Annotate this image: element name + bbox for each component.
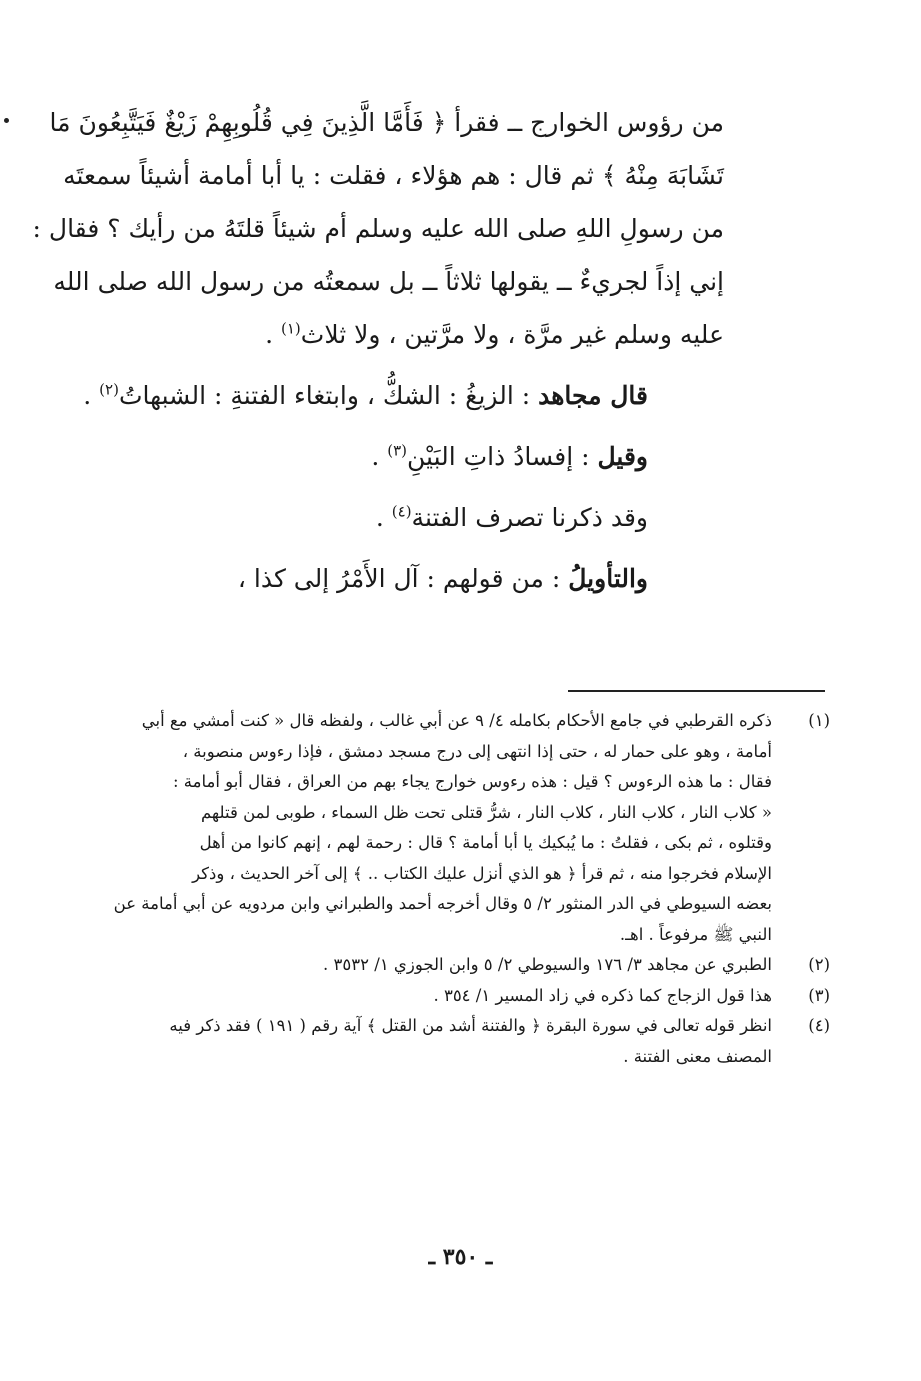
footnote-number: (٤) — [808, 1016, 830, 1035]
footnotes — [88, 706, 830, 1072]
text-line: تَشَابَهَ مِنْهُ ﴾ ثم قال : هم هؤلاء ، فقلت : يا أبا أمامة أشيئاً سمعتَه — [63, 161, 724, 190]
footnote-line: انظر قوله تعالى في سورة البقرة ﴿ والفتنة أشد من القتل ﴾ آية رقم ( ١٩١ ) فقد ذكر فيه — [169, 1016, 772, 1035]
hadith-paragraph — [32, 96, 724, 361]
footnote-ref: (١) — [281, 319, 301, 338]
mujahid-line — [83, 369, 724, 422]
definition-text: : الزيغُ : الشكُّ ، وابتغاء الفتنةِ : الشبهاتُ — [118, 381, 539, 410]
footnote-separator — [568, 690, 825, 692]
page-edge-mark — [4, 118, 9, 123]
footnote-line: أمامة ، وهو على حمار له ، حتى إذا انتهى إلى درج مسجد دمشق ، فإذا رءوس منصوبة ، — [182, 741, 772, 761]
text-line — [88, 308, 724, 361]
footnote-ref: (٣) — [387, 441, 408, 460]
footnote-line: ذكره القرطبي في جامع الأحكام بكامله ٤/ ٩ عن أبي غالب ، ولفظه قال « كنت أمشي مع أبي — [141, 711, 772, 730]
text-line: إني إذاً لجريءٌ ــ يقولها ثلاثاً ــ بل سمعتُه من رسول الله صلى الله — [53, 267, 724, 296]
term-heading: وقيل — [597, 442, 648, 471]
term-heading: والتأويلُ — [568, 564, 648, 593]
footnote-line: النبي ﷺ مرفوعاً . اهـ. — [619, 924, 772, 944]
text-line: من رؤوس الخوارج ــ فقرأ ﴿ فَأَمَّا الَّذِينَ فِي قُلُوبِهِمْ زَيْغٌ فَيَتَّبِعُونَ مَا — [49, 108, 724, 137]
term-heading: قال مجاهد — [538, 381, 648, 410]
footnote-text — [88, 1011, 772, 1072]
definition-text: : من قولهم : آل الأَمْرُ إلى كذا ، — [237, 564, 569, 593]
footnote-line: بعضه السيوطي في الدر المنثور ٢/ ٥ وقال أخرجه أحمد والطبراني وابن مردويه عن أبي أمامة عن — [113, 894, 772, 913]
footnote-number: (١) — [808, 711, 830, 730]
footnote-text — [88, 706, 772, 950]
footnote-1 — [88, 706, 830, 950]
text-fragment: . — [375, 503, 392, 532]
text-fragment: عليه وسلم غير مرَّة ، ولا مرَّتين ، ولا ثلاث — [300, 320, 724, 349]
footnote-line: فقال : ما هذه الرءوس ؟ قيل : هذه رءوس خوارج يجاء بهم من العراق ، فقال أبو أمامة : — [172, 772, 772, 791]
footnote-3 — [88, 981, 830, 1012]
footnote-line: الطبري عن مجاهد ٣/ ١٧٦ والسيوطي ٢/ ٥ وابن الجوزي ١/ ٣٥٣٢ . — [323, 955, 772, 974]
footnote-line: هذا قول الزجاج كما ذكره في زاد المسير ١/ ٣٥٤ . — [433, 985, 772, 1005]
footnote-ref: (٢) — [99, 380, 119, 399]
footnote-number: (٢) — [808, 955, 830, 974]
footnote-4 — [88, 1011, 830, 1072]
definition-text: وقد ذكرنا تصرف الفتنة — [411, 503, 648, 532]
page-number: ـ ٣٥٠ ـ — [428, 1244, 493, 1270]
footnote-number: (٣) — [808, 985, 830, 1005]
footnote-line: « كلاب النار ، كلاب النار ، كلاب النار ، شرُّ قتلى تحت ظل السماء ، طوبى لمن قتلهم — [200, 802, 772, 822]
footnote-line: الإسلام فخرجوا منه ، ثم قرأ ﴿ هو الذي أنزل عليك الكتاب .. ﴾ إلى آخر الحديث ، وذكر — [192, 863, 772, 883]
text-fragment: . — [371, 442, 388, 471]
footnote-ref: (٤) — [391, 502, 412, 521]
footnote-line: المصنف معنى الفتنة . — [623, 1046, 772, 1066]
dhakarna-line — [88, 491, 724, 544]
footnote-line: وقتلوه ، ثم بكى ، فقلتُ : ما يُبكيك يا أبا أمامة ؟ قال : رحمة لهم ، إنهم كانوا من أهل — [199, 833, 772, 852]
text-fragment: . — [83, 381, 100, 410]
text-fragment: . — [265, 320, 281, 349]
tawil-line — [88, 552, 724, 605]
main-text — [32, 96, 724, 605]
qil-line — [88, 430, 724, 483]
footnote-text — [88, 950, 772, 981]
footnote-2 — [88, 950, 830, 981]
text-line: من رسولِ اللهِ صلى الله عليه وسلم أم شيئاً قلتَهُ من رأيك ؟ فقال : — [32, 214, 724, 243]
definition-text: : إفسادُ ذاتِ البَيْنِ — [407, 442, 598, 471]
footnote-text — [88, 981, 772, 1012]
